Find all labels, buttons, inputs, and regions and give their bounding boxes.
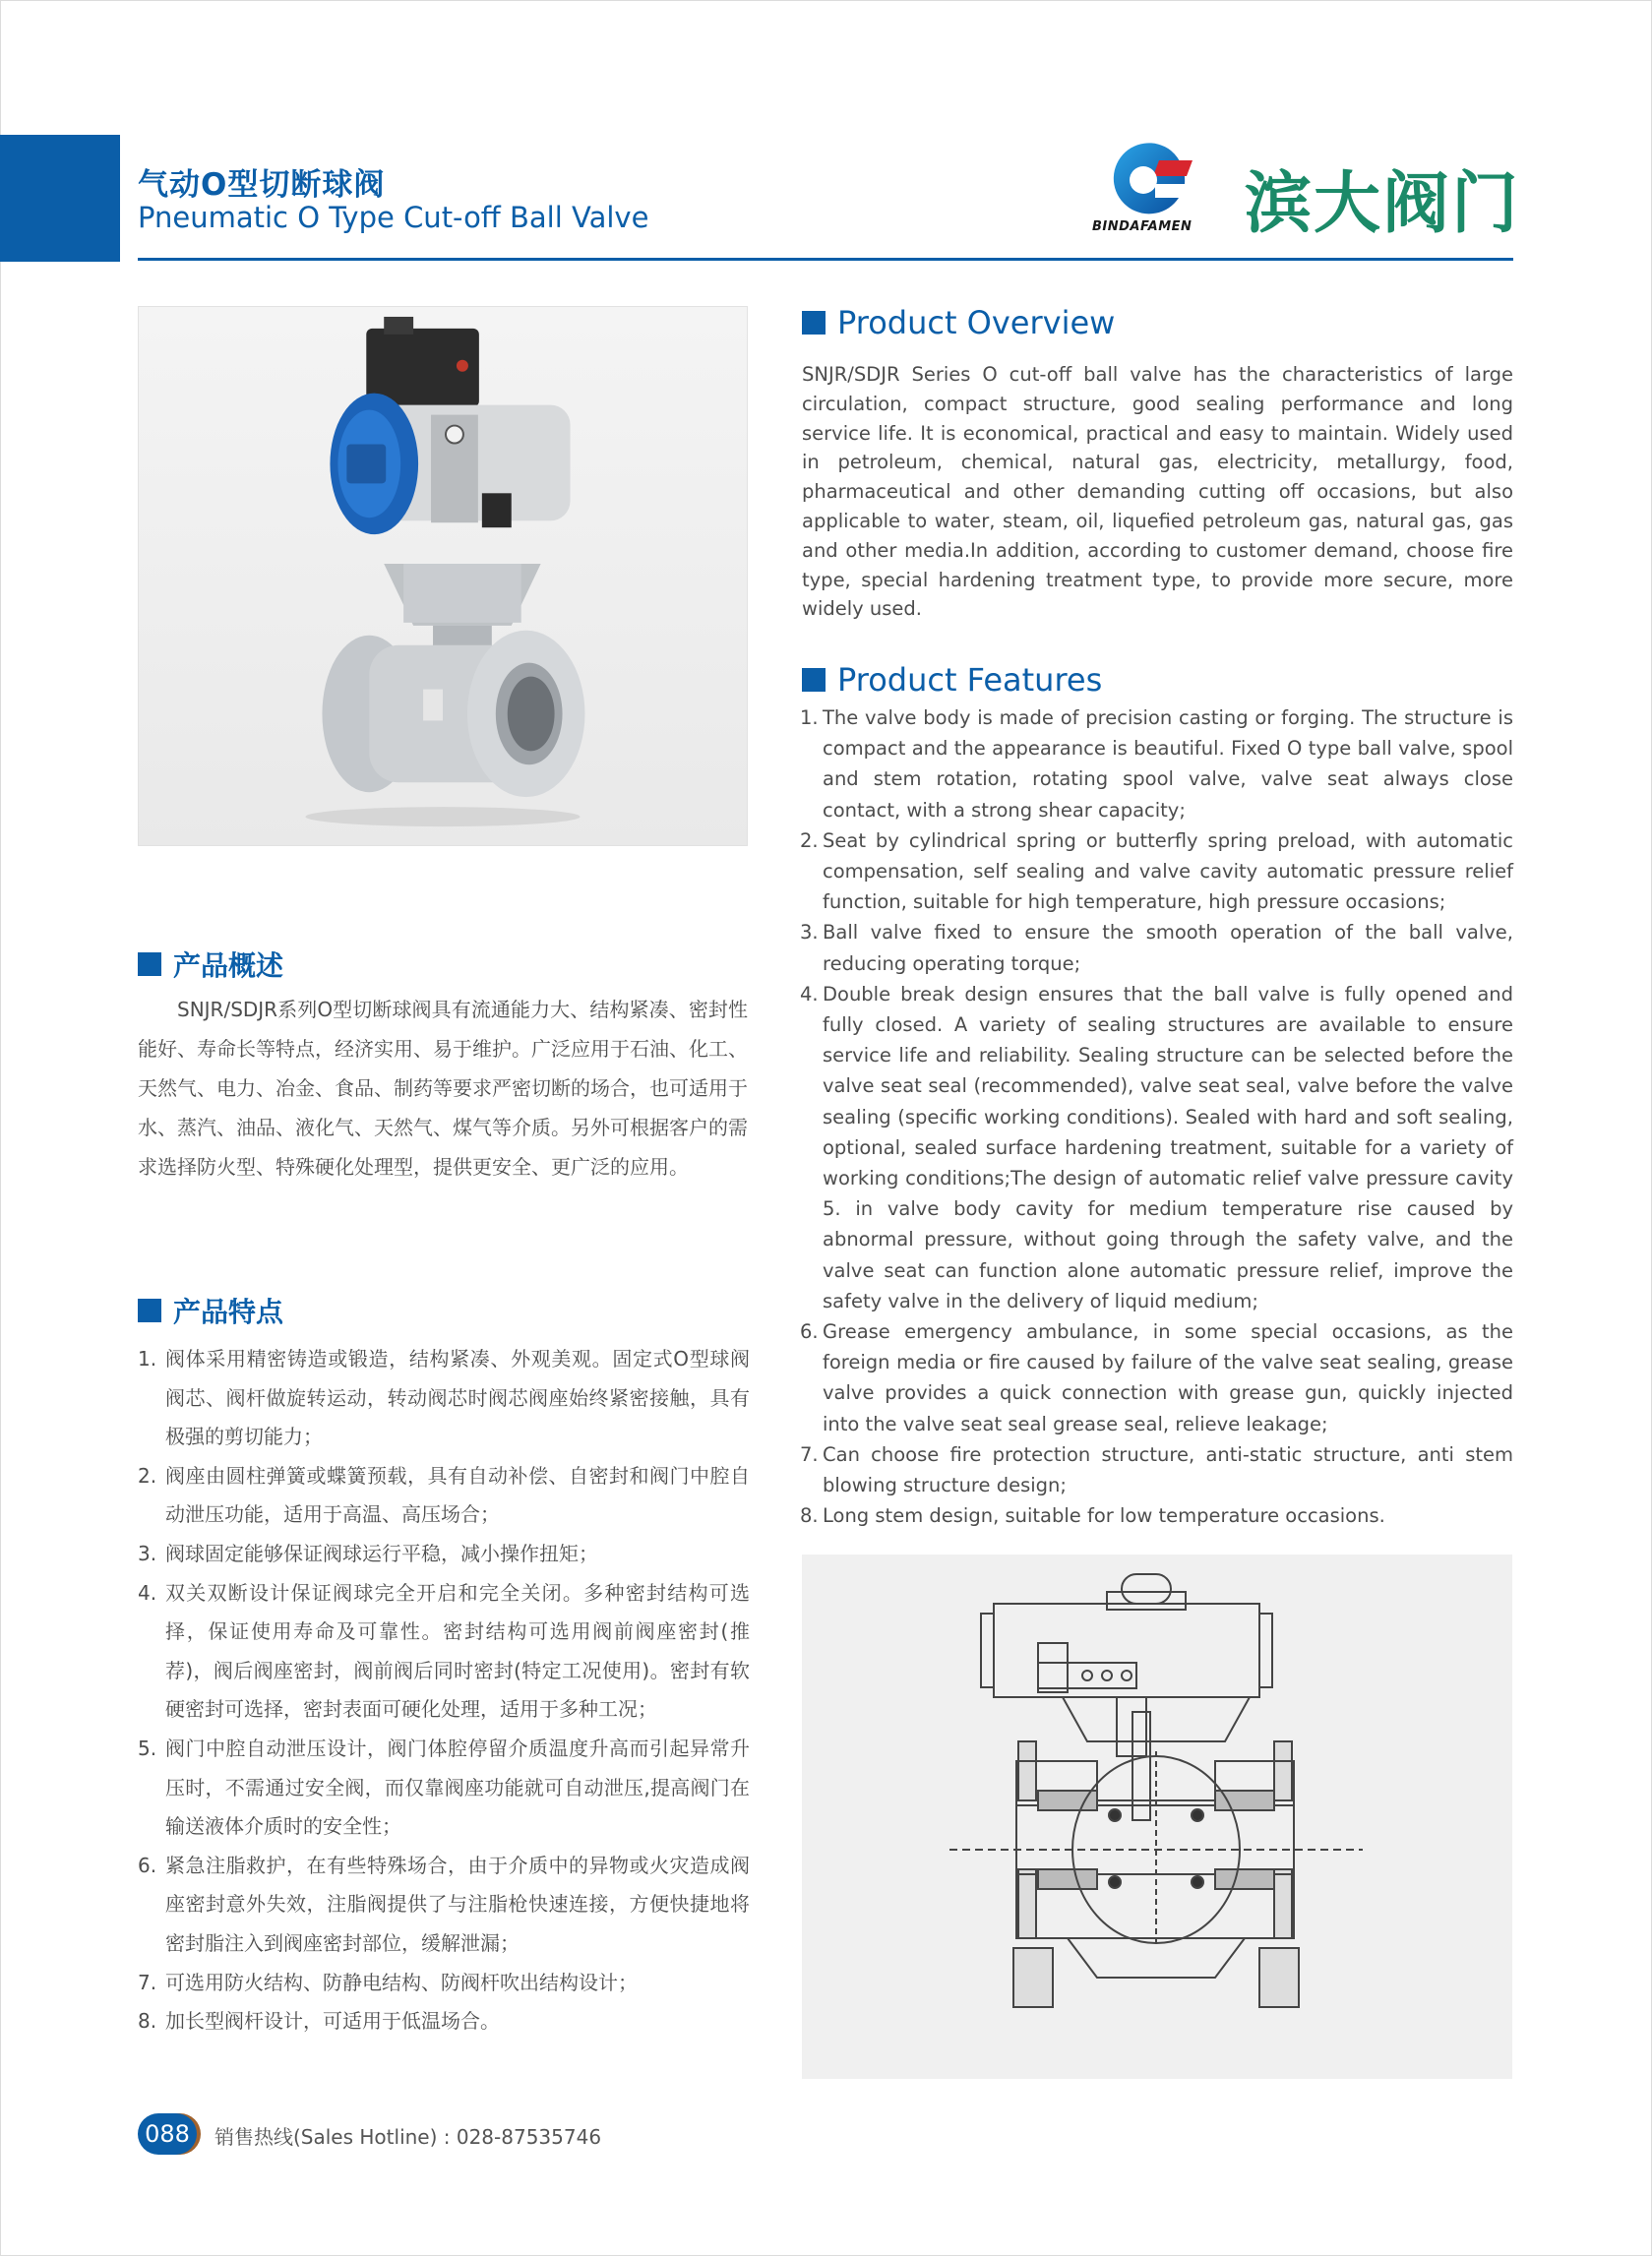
list-item-number: 8. [800, 1504, 819, 1528]
header-divider [138, 258, 1513, 261]
list-item-text: 加长型阀杆设计，可适用于低温场合。 [165, 2009, 500, 2034]
header-accent-block [0, 135, 120, 262]
list-item-number: 3. [800, 921, 819, 945]
list-item-text: The valve body is made of precision casting or forging. The structure is compact and the appearance is beautiful. Fixed O type ball valve, spool and stem rotation, rotating spool valve, valve seat always close contact, with a strong shear capacity; [823, 706, 1513, 822]
list-item-number: 6. [800, 1320, 819, 1344]
list-item-text: Grease emergency ambulance, in some special occasions, as the foreign media or fire caused by failure of the valve seat sealing, grease valve provides a quick connection with grease gun, quickly injected into the valve seat seal grease seal, relieve leakage; [823, 1320, 1513, 1435]
features-cn-list [138, 1340, 750, 2042]
list-item [138, 1964, 750, 2003]
list-item-text: Ball valve fixed to ensure the smooth operation of the ball valve, reducing operating torque; [823, 921, 1513, 975]
overview-cn-heading-text: 产品概述 [173, 949, 284, 982]
list-item-number: 7. [138, 1970, 157, 1994]
list-item [800, 702, 1513, 825]
list-item-text: Can choose fire protection structure, anti-static structure, anti stem blowing structure design; [823, 1442, 1513, 1497]
list-item [138, 1535, 750, 1574]
list-item-number: 4. [138, 1580, 157, 1605]
list-item [138, 1730, 750, 1847]
list-item-text: Long stem design, suitable for low temperature occasions. [823, 1504, 1385, 1528]
list-item-text: 紧急注脂救护，在有些特殊场合，由于介质中的异物或火灾造成阀座密封意外失效，注脂阀提供了与注脂枪快速连接，方便快捷地将密封脂注入到阀座密封部位，缓解泄漏； [165, 1853, 750, 1955]
features-en-list [800, 702, 1513, 1531]
brand-logo-group [1082, 133, 1574, 256]
overview-en-heading-text: Product Overview [837, 304, 1116, 341]
heading-square-icon [138, 1299, 161, 1322]
list-item [138, 2002, 750, 2042]
brand-latin-name: BINDAFAMEN [1092, 219, 1193, 234]
list-item-number: 1. [138, 1347, 157, 1371]
overview-cn-text: SNJR/SDJR系列O型切断球阀具有流通能力大、结构紧凑、密封性能好、寿命长等特点，经济实用、易于维护。广泛应用于石油、化工、天然气、电力、冶金、食品、制药等要求严密切断的场合，也可适用于水、蒸汽、油品、液化气、天然气、煤气等介质。另外可根据客户的需求选择防火型、特殊硬化处理型，提供更安全、更广泛的应用。 [138, 998, 748, 1179]
overview-cn-heading [138, 945, 283, 984]
list-item [138, 1574, 750, 1730]
list-item-text: 阀座由圆柱弹簧或蝶簧预载，具有自动补偿、自密封和阀门中腔自动泄压功能，适用于高温、高压场合； [165, 1463, 750, 1527]
overview-en-text: SNJR/SDJR Series O cut-off ball valve has the characteristics of large circulation, compact structure, good sealing performance and long service life. It is economical, practical and easy to maintain. Widely used in petroleum, chemical, natural gas, electricity, metallurgy, food, pharmaceutical and other demanding cutting off occasions, but also applicable to water, steam, oil, liquefied petroleum gas, natural gas, gas and other media.In addition, according to customer demand, choose fire type, special hardening treatment type, to provide more secure, more widely used. [802, 363, 1513, 621]
heading-square-icon [802, 311, 826, 335]
list-item [800, 1439, 1513, 1500]
list-item [800, 1500, 1513, 1531]
list-item [138, 1457, 750, 1535]
heading-square-icon [802, 668, 826, 692]
page-number-badge: 088 [138, 2113, 197, 2155]
list-item [800, 825, 1513, 918]
overview-en-heading [802, 304, 1115, 341]
page-title-cn: 气动O型切断球阀 [138, 167, 386, 203]
sales-hotline: 销售热线(Sales Hotline) : 028-87535746 [214, 2125, 602, 2149]
list-item-text: 阀球固定能够保证阀球运行平稳，减小操作扭矩； [165, 1541, 598, 1565]
list-item [138, 1847, 750, 1964]
brand-logo-icon [1102, 137, 1196, 223]
list-item [800, 1316, 1513, 1439]
technical-drawing [802, 1555, 1512, 2079]
list-item-number: 7. [800, 1442, 819, 1466]
list-item [800, 917, 1513, 978]
list-item-number: 5. [138, 1736, 157, 1760]
list-item-number: 2. [138, 1463, 157, 1488]
list-item [800, 979, 1513, 1316]
brand-chinese-name: 滨大阀门 [1245, 165, 1521, 243]
list-item-text: 可选用防火结构、防静电结构、防阀杆吹出结构设计； [165, 1970, 638, 1994]
features-en-heading-text: Product Features [837, 661, 1103, 699]
list-item-text: 阀体采用精密铸造或锻造，结构紧凑、外观美观。固定式O型球阀阀芯、阀杆做旋转运动，转动阀芯时阀芯阀座始终紧密接触，具有极强的剪切能力； [165, 1347, 750, 1449]
product-photo [138, 306, 748, 846]
list-item-number: 3. [138, 1541, 157, 1565]
heading-square-icon [138, 952, 161, 976]
features-en-heading [802, 661, 1102, 699]
list-item-text: Double break design ensures that the ball valve is fully opened and fully closed. A variety of sealing structures are available to ensure service life and reliability. Sealing structure can be selected before the valve seat seal (recommended), valve seat seal, valve before the valve sealing (specific working conditions). Sealed with hard and soft sealing, optional, sealed surface hardening treatment, suitable for a variety of working conditions;The design of automatic relief valve pressure cavity 5. in valve body cavity for medium temperature rise caused by abnormal pressure, without going through the safety valve, and the valve seat can function alone automatic pressure relief, improve the safety valve in the delivery of liquid medium; [823, 982, 1513, 1312]
list-item-text: 阀门中腔自动泄压设计，阀门体腔停留介质温度升高而引起异常升压时，不需通过安全阀，而仅靠阀座功能就可自动泄压,提高阀门在输送液体介质时的安全性； [165, 1736, 750, 1839]
features-cn-heading [138, 1291, 283, 1330]
list-item [138, 1340, 750, 1457]
list-item-number: 8. [138, 2009, 157, 2034]
page-title-en: Pneumatic O Type Cut-off Ball Valve [138, 201, 649, 234]
features-cn-heading-text: 产品特点 [173, 1296, 284, 1328]
list-item-text: 双关双断设计保证阀球完全开启和完全关闭。多种密封结构可选择，保证使用寿命及可靠性。密封结构可选用阀前阀座密封(推荐)，阀后阀座密封，阀前阀后同时密封(特定工况使用)。密封有软硬密封可选择，密封表面可硬化处理，适用于多种工况； [165, 1580, 750, 1722]
list-item-number: 6. [138, 1853, 157, 1877]
list-item-number: 2. [800, 828, 819, 852]
list-item-text: Seat by cylindrical spring or butterfly spring preload, with automatic compensation, self sealing and valve cavity automatic pressure relief function, suitable for high temperature, high pressure occasions; [823, 828, 1513, 914]
list-item-number: 1. [800, 706, 819, 729]
valve-photo-illustration [139, 307, 747, 845]
valve-section-drawing [802, 1555, 1512, 2079]
list-item-number: 4. [800, 982, 819, 1006]
